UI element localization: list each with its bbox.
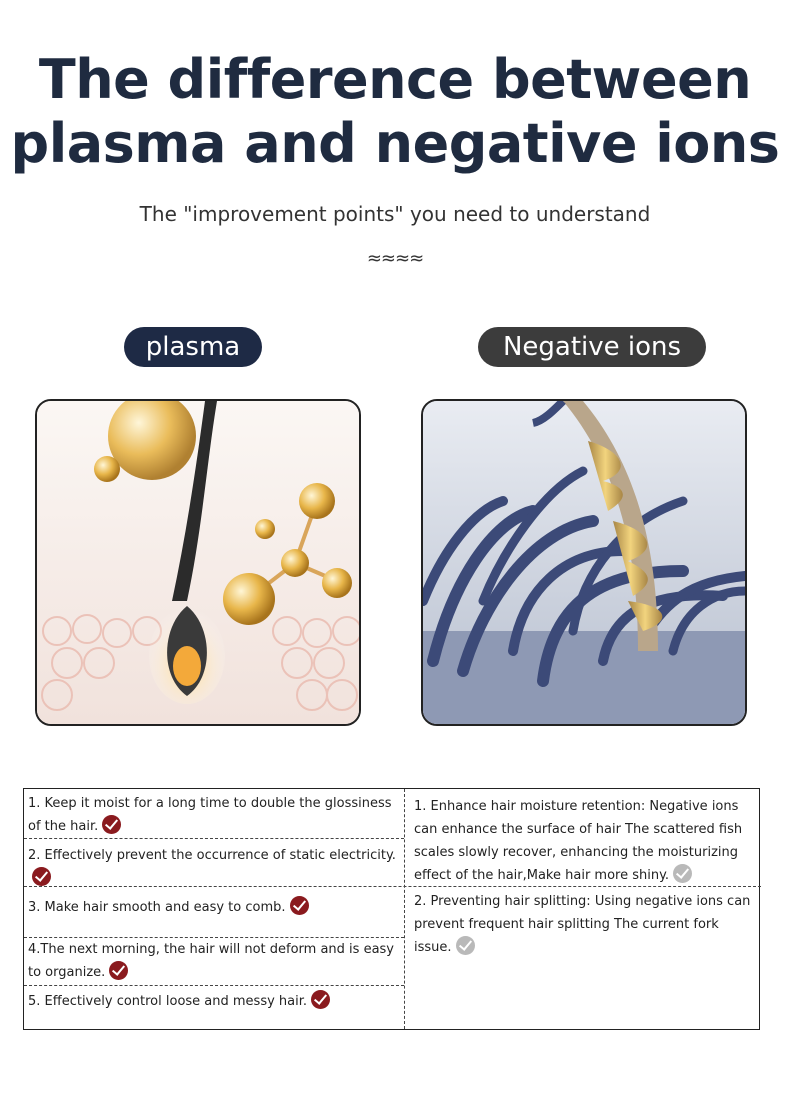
column-divider bbox=[404, 789, 405, 1029]
title-line-1: The difference between bbox=[38, 48, 752, 111]
check-icon bbox=[456, 936, 475, 955]
comparison-table bbox=[23, 788, 760, 1030]
check-icon bbox=[290, 896, 309, 915]
check-icon bbox=[102, 815, 121, 834]
plasma-label: plasma bbox=[124, 327, 262, 367]
squiggle-divider: ≈≈≈≈ bbox=[366, 248, 424, 269]
negative-ions-illustration bbox=[421, 399, 747, 726]
row-divider bbox=[24, 985, 404, 986]
check-icon bbox=[673, 864, 692, 883]
check-icon bbox=[311, 990, 330, 1009]
plasma-point-3: 3. Make hair smooth and easy to comb. bbox=[28, 896, 398, 919]
subtitle: The "improvement points" you need to understand bbox=[139, 202, 651, 226]
negative-point-2: 2. Preventing hair splitting: Using negative ions can prevent frequent hair splitting The current fork issue. bbox=[414, 894, 751, 955]
title-line-2: plasma and negative ions bbox=[10, 112, 780, 175]
plasma-point-4: 4.The next morning, the hair will not deform and is easy to organize. bbox=[28, 942, 394, 980]
plasma-point-5: 5. Effectively control loose and messy hair. bbox=[28, 990, 398, 1013]
plasma-point-2: 2. Effectively prevent the occurrence of static electricity. bbox=[28, 844, 400, 890]
plasma-point-1: 1. Keep it moist for a long time to double the glossiness of the hair. bbox=[28, 796, 392, 834]
check-icon bbox=[109, 961, 128, 980]
negative-ions-label: Negative ions bbox=[478, 327, 706, 367]
negative-point-1: 1. Enhance hair moisture retention: Negative ions can enhance the surface of hair The scattered fish scales slowly recover, enhancing the moisturizing effect of the hair,Make hair more shiny. bbox=[414, 799, 743, 883]
check-icon bbox=[32, 867, 51, 886]
row-divider bbox=[24, 838, 404, 839]
page-title bbox=[0, 48, 790, 176]
plasma-illustration bbox=[35, 399, 361, 726]
